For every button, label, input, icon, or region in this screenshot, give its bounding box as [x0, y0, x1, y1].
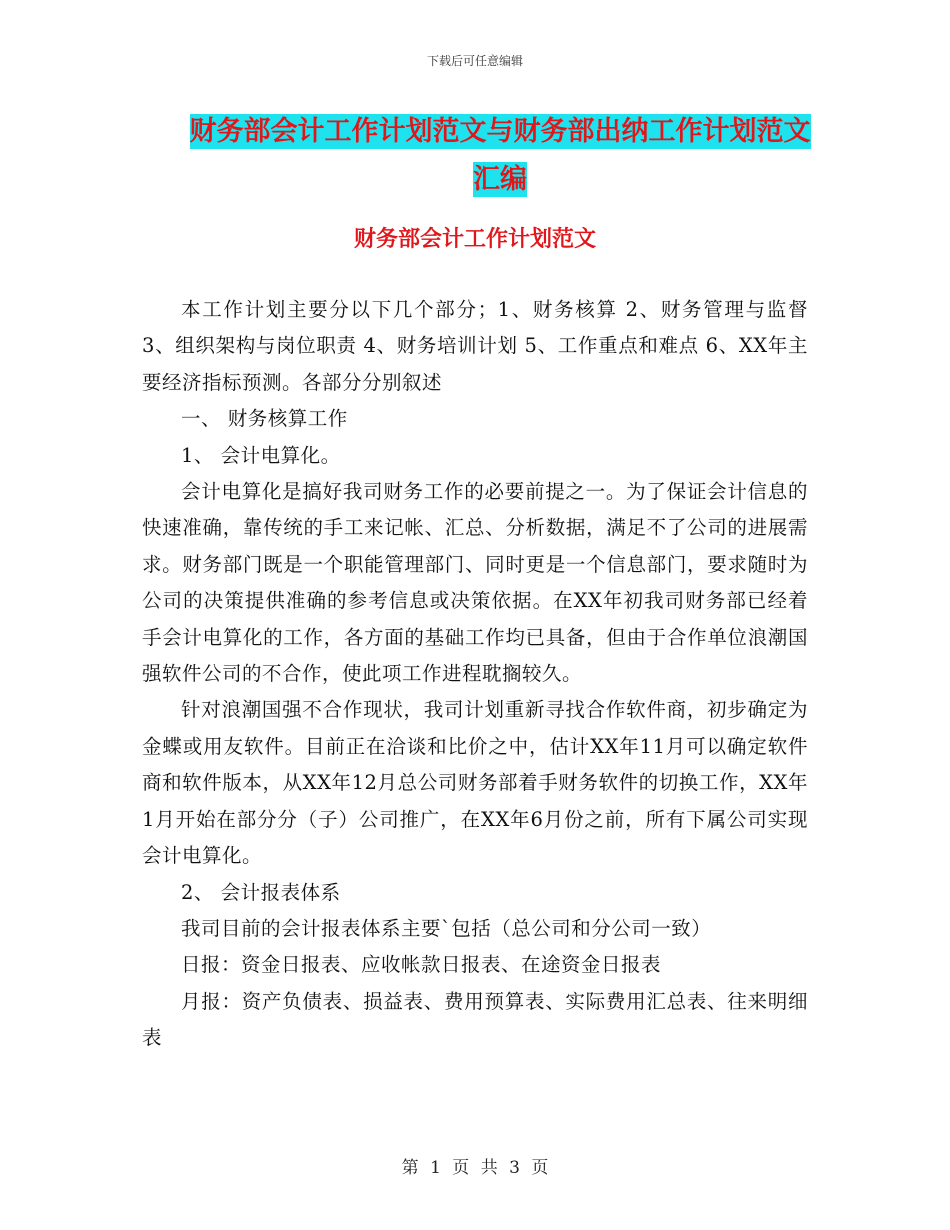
- heading-financial-accounting: 一、 财务核算工作: [181, 407, 348, 431]
- paragraph-report-system: 我司目前的会计报表体系主要`包括（总公司和分公司一致）: [181, 916, 712, 940]
- paragraph-monthly-reports: 月报：资产负债表、损益表、费用预算表、实际费用汇总表、往来明细表: [142, 989, 808, 1050]
- document-body: [142, 292, 808, 1057]
- heading-computerized-accounting: 1、 会计电算化。: [181, 443, 341, 467]
- paragraph-software-plan: 针对浪潮国强不合作现状，我司计划重新寻找合作软件商，初步确定为金蝶或用友软件。目前正在洽谈和比价之中，估计XX年11月可以确定软件商和软件版本，从XX年12月总公司财务部着手财务软件的切换工作，XX年1月开始在部分分（子）公司推广，在XX年6月份之前，所有下属公司实现会计电算化。: [142, 698, 808, 868]
- section-title: 财务部会计工作计划范文: [353, 227, 596, 252]
- paragraph-daily-reports: 日报：资金日报表、应收帐款日报表、在途资金日报表: [181, 953, 662, 977]
- header-note: 下载后可任意编辑: [426, 54, 523, 68]
- paragraph-intro: 本工作计划主要分以下几个部分；1、财务核算 2、财务管理与监督 3、组织架构与岗位职责 4、财务培训计划 5、工作重点和难点 6、XX年主要经济指标预测。各部分分别叙述: [142, 298, 808, 394]
- title-line-1: 财务部会计工作计划范文与财务部出纳工作计划范文: [189, 116, 811, 147]
- document-title: [140, 108, 860, 204]
- heading-report-system: 2、 会计报表体系: [181, 880, 341, 904]
- page-footer: 第 1 页 共 3 页: [401, 1158, 549, 1178]
- title-line-2: 汇编: [473, 164, 527, 195]
- paragraph-computerized-accounting: 会计电算化是搞好我司财务工作的必要前提之一。为了保证会计信息的快速准确，靠传统的手工来记帐、汇总、分析数据，满足不了公司的进展需求。财务部门既是一个职能管理部门、同时更是一个信息部门，要求随时为公司的决策提供准确的参考信息或决策依据。在XX年初我司财务部已经着手会计电算化的工作，各方面的基础工作均已具备，但由于合作单位浪潮国强软件公司的不合作，使此项工作进程耽搁较久。: [142, 480, 808, 686]
